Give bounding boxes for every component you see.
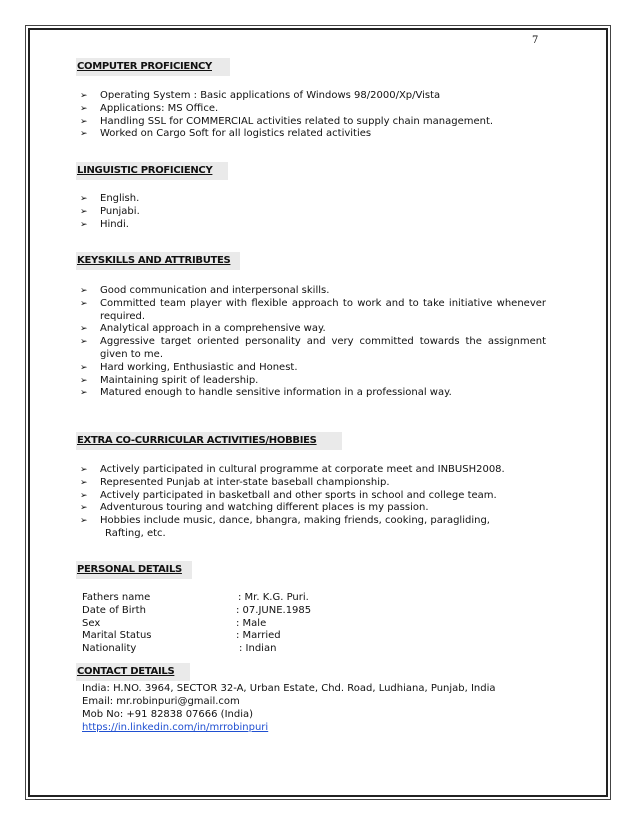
computer-proficiency-list — [80, 90, 546, 141]
list-item: ➢ Good communication and interpersonal skills. — [80, 285, 330, 296]
list-item: ➢ Hindi. — [80, 218, 129, 230]
list-item: ➢ Represented Punjab at inter-state baseball championship. — [80, 476, 390, 488]
arrow-bullet-icon: ➢ — [80, 388, 88, 399]
contact-details — [82, 682, 542, 734]
list-item: ➢ Adventurous touring and watching different places is my passion. — [80, 502, 429, 514]
heading-contact-details: CONTACT DETAILS — [76, 663, 190, 681]
arrow-bullet-icon: ➢ — [80, 219, 88, 230]
list-item: ➢ Maintaining spirit of leadership. — [80, 374, 259, 386]
list-item: ➢ Actively participated in cultural programme at corporate meet and INBUSH2008. — [80, 464, 505, 475]
list-item: ➢ Analytical approach in a comprehensive way. — [80, 323, 326, 335]
table-row: Date of Birth : 07.JUNE.1985 — [82, 604, 312, 616]
heading-keyskills-attributes: KEYSKILLS AND ATTRIBUTES — [76, 252, 240, 270]
contact-email: Email: mr.robinpuri@gmail.com — [82, 696, 240, 707]
keyskills-list — [80, 285, 546, 400]
contact-mobile: Mob No: +91 82838 07666 (India) — [82, 709, 254, 720]
personal-details-table — [82, 592, 542, 656]
arrow-bullet-icon: ➢ — [80, 477, 88, 488]
extra-curricular-list — [80, 464, 546, 541]
arrow-bullet-icon: ➢ — [80, 375, 88, 386]
arrow-bullet-icon: ➢ — [80, 91, 88, 101]
linguistic-proficiency-list — [80, 193, 546, 231]
list-item: ➢ Punjabi. — [80, 205, 140, 217]
list-item-continuation: Rafting, etc. — [105, 527, 166, 539]
list-item: ➢ Worked on Cargo Soft for all logistics related activities — [80, 128, 372, 140]
arrow-bullet-icon: ➢ — [80, 465, 88, 475]
arrow-bullet-icon: ➢ — [80, 324, 88, 335]
page-number: 7 — [532, 35, 539, 46]
list-item: ➢ Applications: MS Office. — [80, 102, 219, 114]
list-item: ➢ Committed team player with flexible approach to work and to take initiative whenever required. — [80, 297, 546, 322]
heading-extra-curricular: EXTRA CO-CURRICULAR ACTIVITIES/HOBBIES — [76, 432, 342, 450]
arrow-bullet-icon: ➢ — [80, 286, 88, 296]
heading-personal-details: PERSONAL DETAILS — [76, 561, 192, 579]
heading-linguistic-proficiency: LINGUISTIC PROFICIENCY — [76, 162, 228, 180]
arrow-bullet-icon: ➢ — [80, 490, 88, 501]
arrow-bullet-icon: ➢ — [80, 129, 88, 140]
arrow-bullet-icon: ➢ — [80, 194, 88, 204]
linkedin-link[interactable]: https://in.linkedin.com/in/mrrobinpuri — [82, 722, 269, 733]
arrow-bullet-icon: ➢ — [80, 116, 88, 127]
table-row: Marital Status : Married — [82, 630, 281, 642]
arrow-bullet-icon: ➢ — [80, 362, 88, 373]
list-item: ➢ Aggressive target oriented personality and very committed towards the assignment given to me. — [80, 336, 546, 360]
arrow-bullet-icon: ➢ — [80, 503, 88, 514]
list-item: ➢ Hobbies include music, dance, bhangra, making friends, cooking, paragliding, — [80, 515, 490, 527]
list-item: ➢ Hard working, Enthusiastic and Honest. — [80, 361, 298, 373]
list-item: ➢ Handling SSL for COMMERCIAL activities related to supply chain management. — [80, 115, 494, 127]
arrow-bullet-icon: ➢ — [80, 337, 88, 348]
contact-address: India: H.NO. 3964, SECTOR 32-A, Urban Estate, Chd. Road, Ludhiana, Punjab, India — [82, 683, 496, 694]
table-row: Fathers name : Mr. K.G. Puri. — [82, 592, 309, 603]
list-item: ➢ Actively participated in basketball and other sports in school and college team. — [80, 489, 497, 501]
arrow-bullet-icon: ➢ — [80, 298, 88, 309]
list-item: ➢ English. — [80, 193, 140, 204]
arrow-bullet-icon: ➢ — [80, 103, 88, 114]
arrow-bullet-icon: ➢ — [80, 206, 88, 217]
table-row: Sex : Male — [82, 617, 267, 629]
list-item: ➢ Operating System : Basic applications of Windows 98/2000/Xp/Vista — [80, 90, 441, 101]
arrow-bullet-icon: ➢ — [80, 516, 88, 527]
table-row: Nationality : Indian — [82, 643, 277, 655]
heading-computer-proficiency: COMPUTER PROFICIENCY — [76, 58, 230, 76]
list-item: ➢ Matured enough to handle sensitive information in a professional way. — [80, 387, 452, 399]
